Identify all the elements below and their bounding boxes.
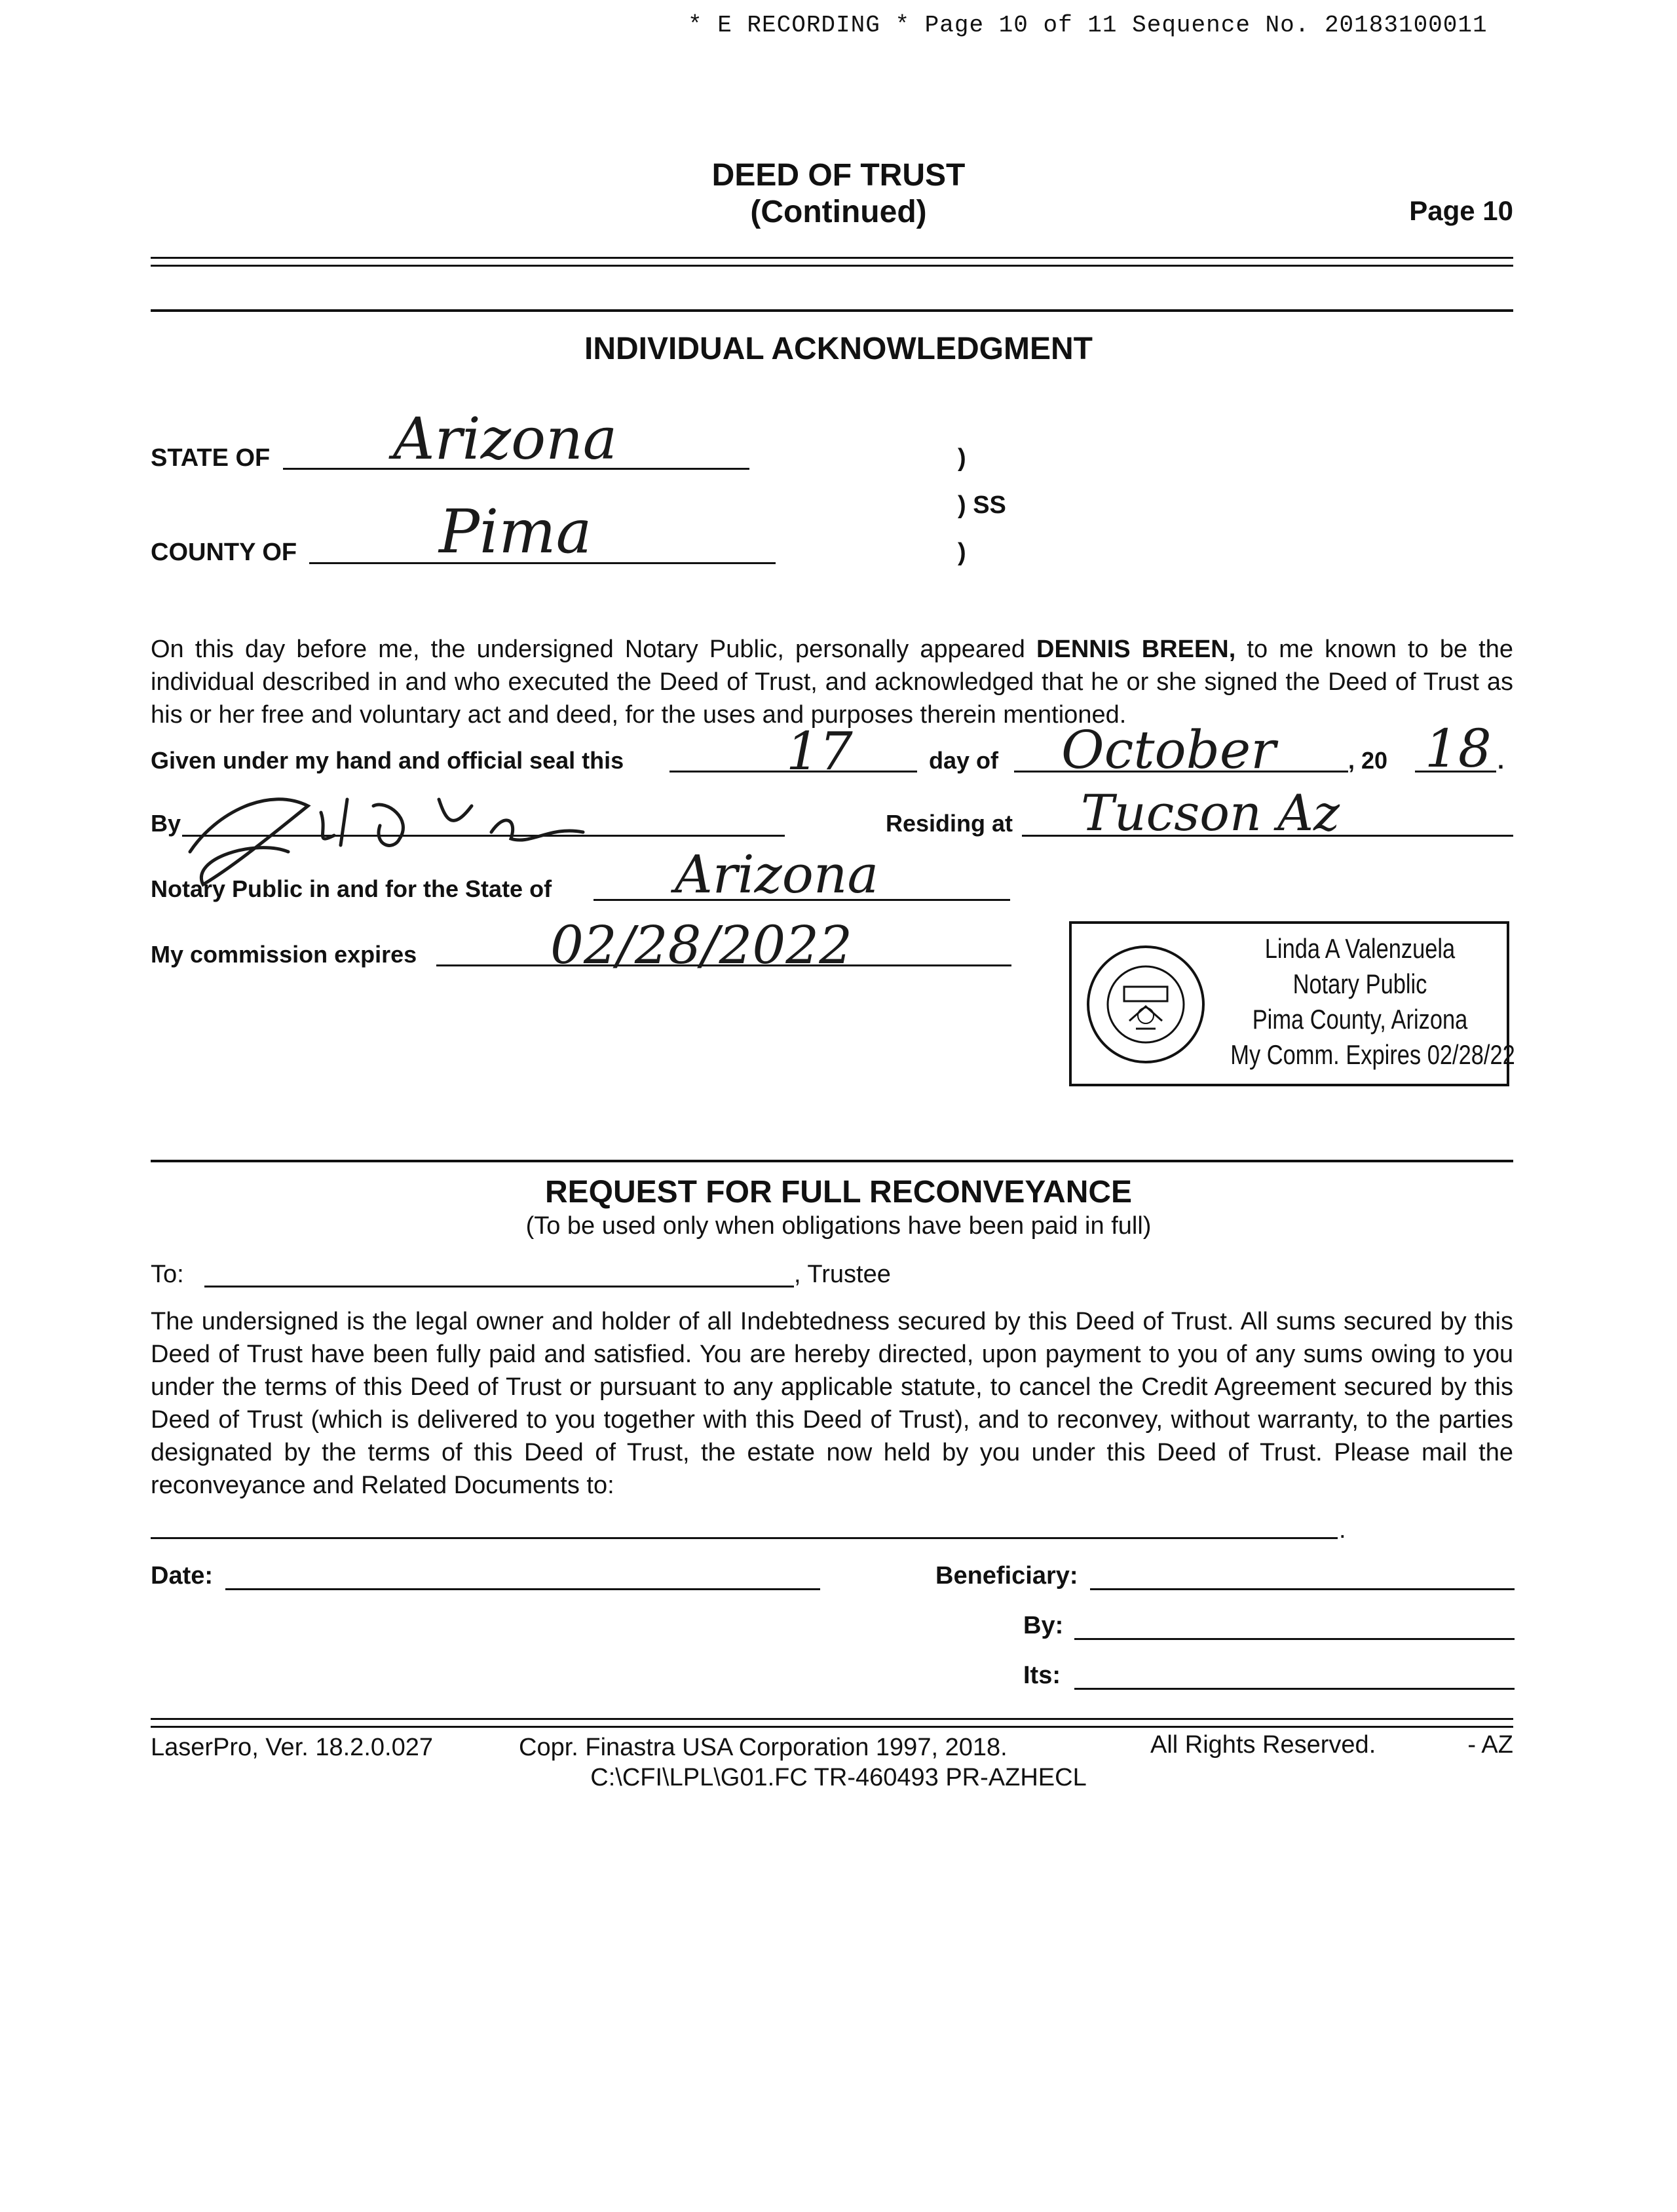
acknowledgment-paragraph — [151, 633, 1513, 731]
trustee-label: , Trustee — [794, 1261, 891, 1288]
title-double-rule-bottom — [151, 265, 1513, 267]
footer-rights: All Rights Reserved. — [1150, 1731, 1376, 1759]
stamp-county: Pima County, Arizona — [1252, 1004, 1468, 1035]
date-label: Date: — [151, 1562, 214, 1590]
beneficiary-label: Beneficiary: — [935, 1562, 1078, 1590]
mail-address-line-end: . — [1339, 1516, 1346, 1544]
paragraph-part1: On this day before me, the undersigned Notary Public, personally appeared — [151, 636, 1037, 663]
year-handwritten: 18 — [1425, 718, 1492, 779]
title-double-rule-top — [151, 257, 1513, 259]
given-label: Given under my hand and official seal this — [151, 747, 624, 774]
footer-file-path: C:\CFI\LPL\G01.FC TR-460493 PR-AZHECL — [590, 1764, 1087, 1791]
its-line[interactable] — [1074, 1688, 1515, 1690]
footer-copyright: Copr. Finastra USA Corporation 1997, 2018. — [519, 1734, 1008, 1761]
mail-address-line[interactable] — [151, 1537, 1338, 1539]
stamp-expires: My Comm. Expires 02/28/22 — [1230, 1039, 1515, 1070]
date-line[interactable] — [225, 1588, 820, 1590]
county-handwritten: Pima — [439, 497, 592, 567]
residing-label: Residing at — [886, 810, 1013, 837]
footer-rule-top — [151, 1718, 1513, 1720]
by-label: By — [151, 810, 181, 837]
paren-top: ) — [958, 444, 966, 472]
reconveyance-rule — [151, 1160, 1513, 1162]
footer-version: LaserPro, Ver. 18.2.0.027 — [151, 1734, 433, 1761]
footer-state: - AZ — [1467, 1731, 1513, 1759]
its-label: Its: — [1023, 1662, 1061, 1689]
day-handwritten: 17 — [786, 721, 853, 782]
month-handwritten: October — [1061, 719, 1276, 780]
year-suffix: . — [1498, 747, 1505, 774]
day-of-label: day of — [929, 747, 999, 774]
to-label: To: — [151, 1261, 184, 1288]
acknowledgment-rule — [151, 309, 1513, 312]
recording-header: * E RECORDING * Page 10 of 11 Sequence No. 20183100011 — [688, 12, 1488, 39]
state-handwritten: Arizona — [393, 405, 618, 472]
commission-label: My commission expires — [151, 941, 417, 968]
doc-title: DEED OF TRUST — [711, 158, 966, 193]
reconveyance-subheading: (To be used only when obligations have been paid in full) — [525, 1212, 1152, 1240]
residing-handwritten: Tucson Az — [1081, 784, 1340, 842]
stamp-title: Notary Public — [1292, 968, 1427, 999]
state-seal — [1083, 942, 1208, 1067]
page-label: Page 10 — [1409, 195, 1513, 226]
paren-ss: ) SS — [958, 491, 1006, 519]
notary-state-handwritten: Arizona — [675, 844, 879, 905]
acknowledgment-heading: INDIVIDUAL ACKNOWLEDGMENT — [584, 332, 1093, 366]
commission-handwritten: 02/28/2022 — [550, 915, 853, 976]
footer-rule-bottom — [151, 1726, 1513, 1728]
notary-stamp — [1069, 921, 1515, 1086]
recon-by-line[interactable] — [1074, 1638, 1515, 1640]
county-label: COUNTY OF — [151, 539, 297, 566]
stamp-name: Linda A Valenzuela — [1264, 933, 1456, 964]
appearing-party-name: DENNIS BREEN, — [1036, 636, 1236, 663]
year-prefix: , 20 — [1348, 747, 1388, 774]
recon-by-label: By: — [1023, 1612, 1064, 1639]
state-label: STATE OF — [151, 444, 271, 472]
beneficiary-line[interactable] — [1090, 1588, 1515, 1590]
reconveyance-paragraph: The undersigned is the legal owner and holder of all Indebtedness secured by this Deed of Trust. All sums secured by this Deed of Trust have been fully paid and satisfied. You are hereby directed, upon payment to you of any sums owing to you under the terms of this Deed of Trust or pursuant to any applicable statute, to cancel the Credit Agreement secured by this Deed of Trust (which is delivered to you together with this Deed of Trust), and to reconvey, without warranty, to the parties designated by the terms of this Deed of Trust, the estate now held by you under this Deed of Trust. Please mail the reconveyance and Related Documents to: — [151, 1308, 1513, 1499]
trustee-line[interactable] — [204, 1286, 794, 1287]
paragraph-part2: to me known to be the individual described in and who executed the Deed of Trust, and acknowledged that he or she signed the Deed of Trust as his or her free and voluntary act and deed, for the uses and purposes therein mentioned. — [151, 636, 1514, 729]
reconveyance-heading: REQUEST FOR FULL RECONVEYANCE — [544, 1175, 1133, 1210]
notary-label: Notary Public in and for the State of — [151, 875, 552, 902]
paren-bottom: ) — [958, 539, 966, 566]
doc-subtitle: (Continued) — [750, 195, 927, 229]
